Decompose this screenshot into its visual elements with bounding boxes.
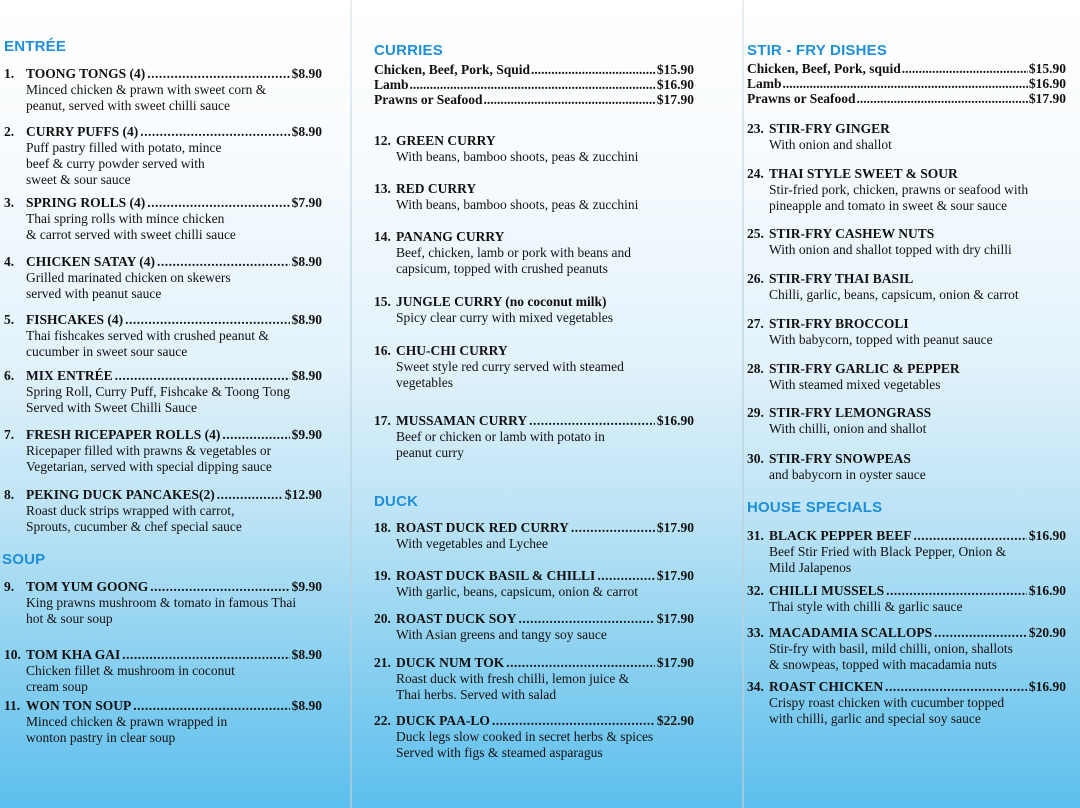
menu-item bbox=[374, 568, 694, 600]
menu-item-description: Puff pastry filled with potato, mince bbox=[26, 140, 222, 155]
menu-item-title-line bbox=[747, 625, 1066, 641]
menu-item bbox=[374, 413, 694, 461]
menu-item-title-line bbox=[747, 583, 1066, 599]
menu-item-name: ROAST DUCK RED CURRY bbox=[396, 520, 569, 535]
menu-item-title-line bbox=[747, 121, 1066, 137]
dot-leader bbox=[531, 62, 656, 77]
menu-item-title-line bbox=[4, 124, 322, 140]
menu-item-number: 23. bbox=[747, 121, 764, 136]
menu-item-number: 10. bbox=[4, 647, 21, 662]
section-heading-curries: CURRIES bbox=[374, 42, 443, 59]
menu-item-number: 19. bbox=[374, 568, 391, 583]
menu-item-title-line bbox=[747, 316, 1066, 332]
menu-item bbox=[4, 487, 322, 535]
menu-item-price: $8.90 bbox=[291, 698, 322, 713]
menu-item-price: $16.90 bbox=[1028, 528, 1066, 543]
menu-item-title-line bbox=[374, 568, 694, 584]
menu-item-title-line bbox=[747, 226, 1066, 242]
menu-item-description: sweet & sour sauce bbox=[26, 172, 131, 187]
dot-leader bbox=[886, 583, 1027, 599]
menu-item-title-line bbox=[374, 229, 694, 245]
menu-item-name: DUCK PAA-LO bbox=[396, 713, 490, 728]
menu-item-number: 15. bbox=[374, 294, 391, 309]
section-heading-soup: SOUP bbox=[2, 551, 46, 568]
menu-item-description: Spring Roll, Curry Puff, Fishcake & Toong Tong bbox=[26, 384, 290, 399]
menu-item-number: 5. bbox=[4, 312, 15, 327]
menu-item-description: Minced chicken & prawn with sweet corn & bbox=[26, 82, 267, 97]
menu-item-price: $8.90 bbox=[291, 312, 322, 327]
menu-item-description: Served with Sweet Chilli Sauce bbox=[26, 400, 197, 415]
menu-item bbox=[374, 611, 694, 643]
menu-item bbox=[747, 583, 1066, 615]
menu-item-description: Stir-fry with basil, mild chilli, onion, shallots bbox=[769, 641, 1013, 656]
menu-item-description: Sprouts, cucumber & chef special sauce bbox=[26, 519, 242, 534]
menu-item-description: With beans, bamboo shoots, peas & zucchini bbox=[396, 149, 639, 164]
menu-item-name: TOONG TONGS (4) bbox=[26, 66, 146, 81]
menu-item bbox=[747, 625, 1066, 673]
section-heading-house-specials: HOUSE SPECIALS bbox=[747, 499, 883, 516]
price-row bbox=[374, 77, 694, 92]
menu-item-name: CURRY PUFFS (4) bbox=[26, 124, 139, 139]
menu-item-name: MIX ENTRÉE bbox=[26, 368, 113, 383]
menu-item-price: $16.90 bbox=[656, 413, 694, 428]
section-heading-entree: ENTRÉE bbox=[4, 38, 67, 55]
menu-item-name: RED CURRY bbox=[396, 181, 477, 196]
menu-item-description: Beef, chicken, lamb or pork with beans and bbox=[396, 245, 632, 260]
menu-item-description: Thai style with chilli & garlic sauce bbox=[769, 599, 963, 614]
menu-item-title-line bbox=[374, 294, 694, 310]
menu-item-name: CHU-CHI CURRY bbox=[396, 343, 508, 358]
menu-item-number: 20. bbox=[374, 611, 391, 626]
menu-item-number: 27. bbox=[747, 316, 764, 331]
menu-item-name: MACADAMIA SCALLOPS bbox=[769, 625, 933, 640]
menu-item-description: Crispy roast chicken with cucumber topped bbox=[769, 695, 1005, 710]
menu-item-description: Chilli, garlic, beans, capsicum, onion & carrot bbox=[769, 287, 1019, 302]
dot-leader bbox=[217, 487, 283, 503]
menu-item-number: 30. bbox=[747, 451, 764, 466]
price-row bbox=[747, 76, 1066, 91]
menu-item-description: cucumber in sweet sour sauce bbox=[26, 344, 188, 359]
menu-item-description: Sweet style red curry served with steamed bbox=[396, 359, 624, 374]
menu-item-number: 2. bbox=[4, 124, 15, 139]
menu-item-description: & carrot served with sweet chilli sauce bbox=[26, 227, 236, 242]
price-row-price: $16.90 bbox=[656, 77, 694, 92]
menu-item-description: Vegetarian, served with special dipping sauce bbox=[26, 459, 272, 474]
menu-item-title-line bbox=[374, 611, 694, 627]
menu-item-title-line bbox=[4, 487, 322, 503]
menu-item-number: 11. bbox=[4, 698, 21, 713]
menu-item bbox=[4, 698, 322, 746]
dot-leader bbox=[410, 77, 656, 92]
menu-item-title-line bbox=[374, 343, 694, 359]
menu-item-title-line bbox=[374, 655, 694, 671]
menu-item bbox=[4, 66, 322, 114]
price-row-price: $16.90 bbox=[1028, 76, 1066, 91]
menu-item-number: 18. bbox=[374, 520, 391, 535]
menu-item-description: pineapple and tomato in sweet & sour sauce bbox=[769, 198, 1008, 213]
dot-leader bbox=[783, 76, 1028, 91]
menu-item-price: $12.90 bbox=[284, 487, 322, 502]
menu-item-title-line bbox=[747, 528, 1066, 544]
menu-item-title-line bbox=[374, 520, 694, 536]
menu-item-name: ROAST DUCK SOY bbox=[396, 611, 517, 626]
menu-item-price: $9.90 bbox=[291, 579, 322, 594]
menu-item bbox=[374, 343, 694, 391]
menu-item-title-line bbox=[747, 166, 1066, 182]
menu-item-description: with chilli, garlic and special soy sauce bbox=[769, 711, 981, 726]
menu-item-name: STIR-FRY THAI BASIL bbox=[769, 271, 914, 286]
dot-leader bbox=[115, 368, 290, 384]
dot-leader bbox=[506, 655, 655, 671]
menu-item-description: Thai fishcakes served with crushed peanut & bbox=[26, 328, 269, 343]
menu-item-description: beef & curry powder served with bbox=[26, 156, 205, 171]
price-row-label: Prawns or Seafood bbox=[374, 92, 483, 107]
menu-item-description: With Asian greens and tangy soy sauce bbox=[396, 627, 607, 642]
menu-item bbox=[374, 229, 694, 277]
menu-item bbox=[4, 254, 322, 302]
menu-item-description: King prawns mushroom & tomato in famous Thai bbox=[26, 595, 297, 610]
menu-item-price: $17.90 bbox=[656, 520, 694, 535]
price-row-price: $15.90 bbox=[656, 62, 694, 77]
menu-item-description: Thai spring rolls with mince chicken bbox=[26, 211, 225, 226]
menu-item-name: SPRING ROLLS (4) bbox=[26, 195, 146, 210]
menu-item-description: Minced chicken & prawn wrapped in bbox=[26, 714, 228, 729]
menu-item-price: $8.90 bbox=[291, 368, 322, 383]
menu-item-name: FRESH RICEPAPER ROLLS (4) bbox=[26, 427, 221, 442]
menu-item-description: Chicken fillet & mushroom in coconut bbox=[26, 663, 235, 678]
menu-item bbox=[747, 361, 1066, 393]
menu-item-name: STIR-FRY LEMONGRASS bbox=[769, 405, 932, 420]
price-row-price: $17.90 bbox=[1028, 91, 1066, 106]
menu-item-price: $8.90 bbox=[291, 124, 322, 139]
dot-leader bbox=[571, 520, 655, 536]
menu-item-description: With vegetables and Lychee bbox=[396, 536, 549, 551]
menu-item-name: ROAST DUCK BASIL & CHILLI bbox=[396, 568, 596, 583]
menu-item bbox=[4, 647, 322, 695]
menu-item-number: 7. bbox=[4, 427, 15, 442]
menu-item-name: DUCK NUM TOK bbox=[396, 655, 505, 670]
menu-item bbox=[4, 427, 322, 475]
menu-item-description: Stir-fried pork, chicken, prawns or seafood with bbox=[769, 182, 1029, 197]
menu-item-name: STIR-FRY GARLIC & PEPPER bbox=[769, 361, 960, 376]
menu-item-title-line bbox=[747, 361, 1066, 377]
menu-item-description: Ricepaper filled with prawns & vegetables or bbox=[26, 443, 272, 458]
menu-item bbox=[4, 579, 322, 627]
menu-item-description: With onion and shallot bbox=[769, 137, 892, 152]
menu-item-number: 24. bbox=[747, 166, 764, 181]
menu-item bbox=[374, 181, 694, 213]
menu-item-description: Duck legs slow cooked in secret herbs & spices bbox=[396, 729, 654, 744]
menu-item-title-line bbox=[374, 413, 694, 429]
menu-item-number: 9. bbox=[4, 579, 15, 594]
menu-item-title-line bbox=[4, 66, 322, 82]
menu-item-number: 31. bbox=[747, 528, 764, 543]
menu-item-title-line bbox=[4, 647, 322, 663]
menu-item-description: peanut, served with sweet chilli sauce bbox=[26, 98, 230, 113]
menu-item-price: $8.90 bbox=[291, 66, 322, 81]
menu-item-name: CHILLI MUSSELS bbox=[769, 583, 885, 598]
menu-item-number: 25. bbox=[747, 226, 764, 241]
menu-item-description: Roast duck strips wrapped with carrot, bbox=[26, 503, 235, 518]
section-heading-duck: DUCK bbox=[374, 493, 419, 510]
price-row-label: Lamb bbox=[374, 77, 409, 92]
dot-leader bbox=[147, 195, 289, 211]
menu-item-number: 32. bbox=[747, 583, 764, 598]
menu-item-number: 28. bbox=[747, 361, 764, 376]
menu-item-description: capsicum, topped with crushed peanuts bbox=[396, 261, 608, 276]
menu-item-name: PANANG CURRY bbox=[396, 229, 505, 244]
menu-item-number: 13. bbox=[374, 181, 391, 196]
menu-item bbox=[4, 195, 322, 243]
menu-item-name: TOM KHA GAI bbox=[26, 647, 121, 662]
menu-item-description: With steamed mixed vegetables bbox=[769, 377, 941, 392]
menu-item-description: vegetables bbox=[396, 375, 453, 390]
price-row bbox=[747, 91, 1066, 106]
menu-item-number: 34. bbox=[747, 679, 764, 694]
menu-item-number: 4. bbox=[4, 254, 15, 269]
menu-item-description: With onion and shallot topped with dry chilli bbox=[769, 242, 1012, 257]
section-heading-stirfry: STIR - FRY DISHES bbox=[747, 42, 888, 59]
menu-item-number: 3. bbox=[4, 195, 15, 210]
menu-item-name: STIR-FRY GINGER bbox=[769, 121, 890, 136]
menu-item-number: 1. bbox=[4, 66, 15, 81]
dot-leader bbox=[222, 427, 289, 443]
menu-item-price: $16.90 bbox=[1028, 583, 1066, 598]
menu-item-price: $20.90 bbox=[1028, 625, 1066, 640]
menu-item-title-line bbox=[4, 698, 322, 714]
menu-item-name: STIR-FRY SNOWPEAS bbox=[769, 451, 911, 466]
dot-leader bbox=[519, 611, 655, 627]
menu-item-name: STIR-FRY CASHEW NUTS bbox=[769, 226, 935, 241]
menu-item-description: Spicy clear curry with mixed vegetables bbox=[396, 310, 614, 325]
menu-item-description: Grilled marinated chicken on skewers bbox=[26, 270, 231, 285]
menu-item-title-line bbox=[4, 368, 322, 384]
menu-item-number: 33. bbox=[747, 625, 764, 640]
menu-item-name: WON TON SOUP bbox=[26, 698, 132, 713]
menu-item-description: Served with figs & steamed asparagus bbox=[396, 745, 603, 760]
price-row-price: $17.90 bbox=[656, 92, 694, 107]
price-row-label: Lamb bbox=[747, 76, 782, 91]
menu-item-description: With babycorn, topped with peanut sauce bbox=[769, 332, 993, 347]
dot-leader bbox=[934, 625, 1027, 641]
menu-item-description: Beef or chicken or lamb with potato in bbox=[396, 429, 605, 444]
price-row-label: Chicken, Beef, Pork, squid bbox=[747, 61, 901, 76]
dot-leader bbox=[914, 528, 1027, 544]
menu-item-description: peanut curry bbox=[396, 445, 464, 460]
menu-item-price: $17.90 bbox=[656, 655, 694, 670]
menu-item-name: FISHCAKES (4) bbox=[26, 312, 124, 327]
dot-leader bbox=[484, 92, 656, 107]
dot-leader bbox=[492, 713, 655, 729]
menu-item bbox=[374, 520, 694, 552]
menu-item-title-line bbox=[747, 451, 1066, 467]
menu-item-number: 26. bbox=[747, 271, 764, 286]
menu-item bbox=[4, 312, 322, 360]
menu-item-number: 12. bbox=[374, 133, 391, 148]
menu-item-name: JUNGLE CURRY (no coconut milk) bbox=[396, 294, 607, 309]
menu-item-title-line bbox=[374, 133, 694, 149]
dot-leader bbox=[133, 698, 289, 714]
menu-item-description: With beans, bamboo shoots, peas & zucchini bbox=[396, 197, 639, 212]
price-row-price: $15.90 bbox=[1028, 61, 1066, 76]
menu-item-number: 16. bbox=[374, 343, 391, 358]
menu-item-number: 8. bbox=[4, 487, 15, 502]
menu-item-name: TOM YUM GOONG bbox=[26, 579, 149, 594]
menu-item-number: 22. bbox=[374, 713, 391, 728]
menu-item-price: $9.90 bbox=[291, 427, 322, 442]
menu-item-description: Beef Stir Fried with Black Pepper, Onion & bbox=[769, 544, 1007, 559]
menu-item-price: $7.90 bbox=[291, 195, 322, 210]
menu-item bbox=[747, 226, 1066, 258]
price-row-label: Prawns or Seafood bbox=[747, 91, 856, 106]
menu-item-title-line bbox=[4, 195, 322, 211]
menu-item-title-line bbox=[374, 713, 694, 729]
menu-item-title-line bbox=[747, 405, 1066, 421]
menu-item bbox=[747, 316, 1066, 348]
menu-item-price: $16.90 bbox=[1028, 679, 1066, 694]
dot-leader bbox=[857, 91, 1028, 106]
menu-item-description: & snowpeas, topped with macadamia nuts bbox=[769, 657, 997, 672]
dot-leader bbox=[885, 679, 1027, 695]
menu-item-title-line bbox=[4, 427, 322, 443]
dot-leader bbox=[150, 579, 289, 595]
menu-item-name: ROAST CHICKEN bbox=[769, 679, 884, 694]
price-row-label: Chicken, Beef, Pork, Squid bbox=[374, 62, 531, 77]
menu-item-name: CHICKEN SATAY (4) bbox=[26, 254, 156, 269]
menu-item bbox=[747, 121, 1066, 153]
dot-leader bbox=[140, 124, 289, 140]
menu-item-description: cream soup bbox=[26, 679, 88, 694]
menu-item-description: Thai herbs. Served with salad bbox=[396, 687, 557, 702]
menu-item-number: 14. bbox=[374, 229, 391, 244]
menu-item bbox=[374, 713, 694, 761]
price-row bbox=[747, 61, 1066, 76]
menu-item bbox=[374, 133, 694, 165]
menu-item-price: $8.90 bbox=[291, 254, 322, 269]
menu-item bbox=[374, 294, 694, 326]
dot-leader bbox=[125, 312, 289, 328]
dot-leader bbox=[157, 254, 290, 270]
menu-item-description: Mild Jalapenos bbox=[769, 560, 852, 575]
menu-item bbox=[4, 368, 322, 416]
menu-item-name: PEKING DUCK PANCAKES(2) bbox=[26, 487, 215, 502]
menu-item bbox=[4, 124, 322, 188]
menu-item-price: $17.90 bbox=[656, 611, 694, 626]
menu-item-name: BLACK PEPPER BEEF bbox=[769, 528, 912, 543]
price-row bbox=[374, 62, 694, 77]
menu-item bbox=[747, 405, 1066, 437]
menu-item-title-line bbox=[747, 271, 1066, 287]
price-row bbox=[374, 92, 694, 107]
menu-item-title-line bbox=[4, 579, 322, 595]
menu-item-title-line bbox=[4, 254, 322, 270]
menu-item-name: STIR-FRY BROCCOLI bbox=[769, 316, 909, 331]
menu-item-title-line bbox=[4, 312, 322, 328]
dot-leader bbox=[902, 61, 1028, 76]
menu-item-number: 17. bbox=[374, 413, 391, 428]
menu-item-price: $22.90 bbox=[656, 713, 694, 728]
menu-item-title-line bbox=[374, 181, 694, 197]
menu-item-name: MUSSAMAN CURRY bbox=[396, 413, 528, 428]
menu-item-description: hot & sour soup bbox=[26, 611, 113, 626]
menu-item-name: GREEN CURRY bbox=[396, 133, 496, 148]
dot-leader bbox=[122, 647, 289, 663]
menu-item bbox=[747, 528, 1066, 576]
menu-item-number: 29. bbox=[747, 405, 764, 420]
menu-item-description: and babycorn in oyster sauce bbox=[769, 467, 926, 482]
menu-item-price: $17.90 bbox=[656, 568, 694, 583]
dot-leader bbox=[529, 413, 655, 429]
menu-item bbox=[747, 271, 1066, 303]
menu-item-description: With garlic, beans, capsicum, onion & carrot bbox=[396, 584, 639, 599]
menu-item-description: Roast duck with fresh chilli, lemon juice & bbox=[396, 671, 630, 686]
menu-item-number: 6. bbox=[4, 368, 15, 383]
menu-item-description: served with peanut sauce bbox=[26, 286, 162, 301]
menu-item-name: THAI STYLE SWEET & SOUR bbox=[769, 166, 958, 181]
menu-item-number: 21. bbox=[374, 655, 391, 670]
dot-leader bbox=[147, 66, 289, 82]
menu-item bbox=[747, 679, 1066, 727]
menu-item bbox=[747, 166, 1066, 214]
menu-item-description: With chilli, onion and shallot bbox=[769, 421, 927, 436]
menu-item-description: wonton pastry in clear soup bbox=[26, 730, 176, 745]
dot-leader bbox=[597, 568, 655, 584]
menu-item-price: $8.90 bbox=[291, 647, 322, 662]
menu-item-title-line bbox=[747, 679, 1066, 695]
menu-item bbox=[747, 451, 1066, 483]
menu-item bbox=[374, 655, 694, 703]
